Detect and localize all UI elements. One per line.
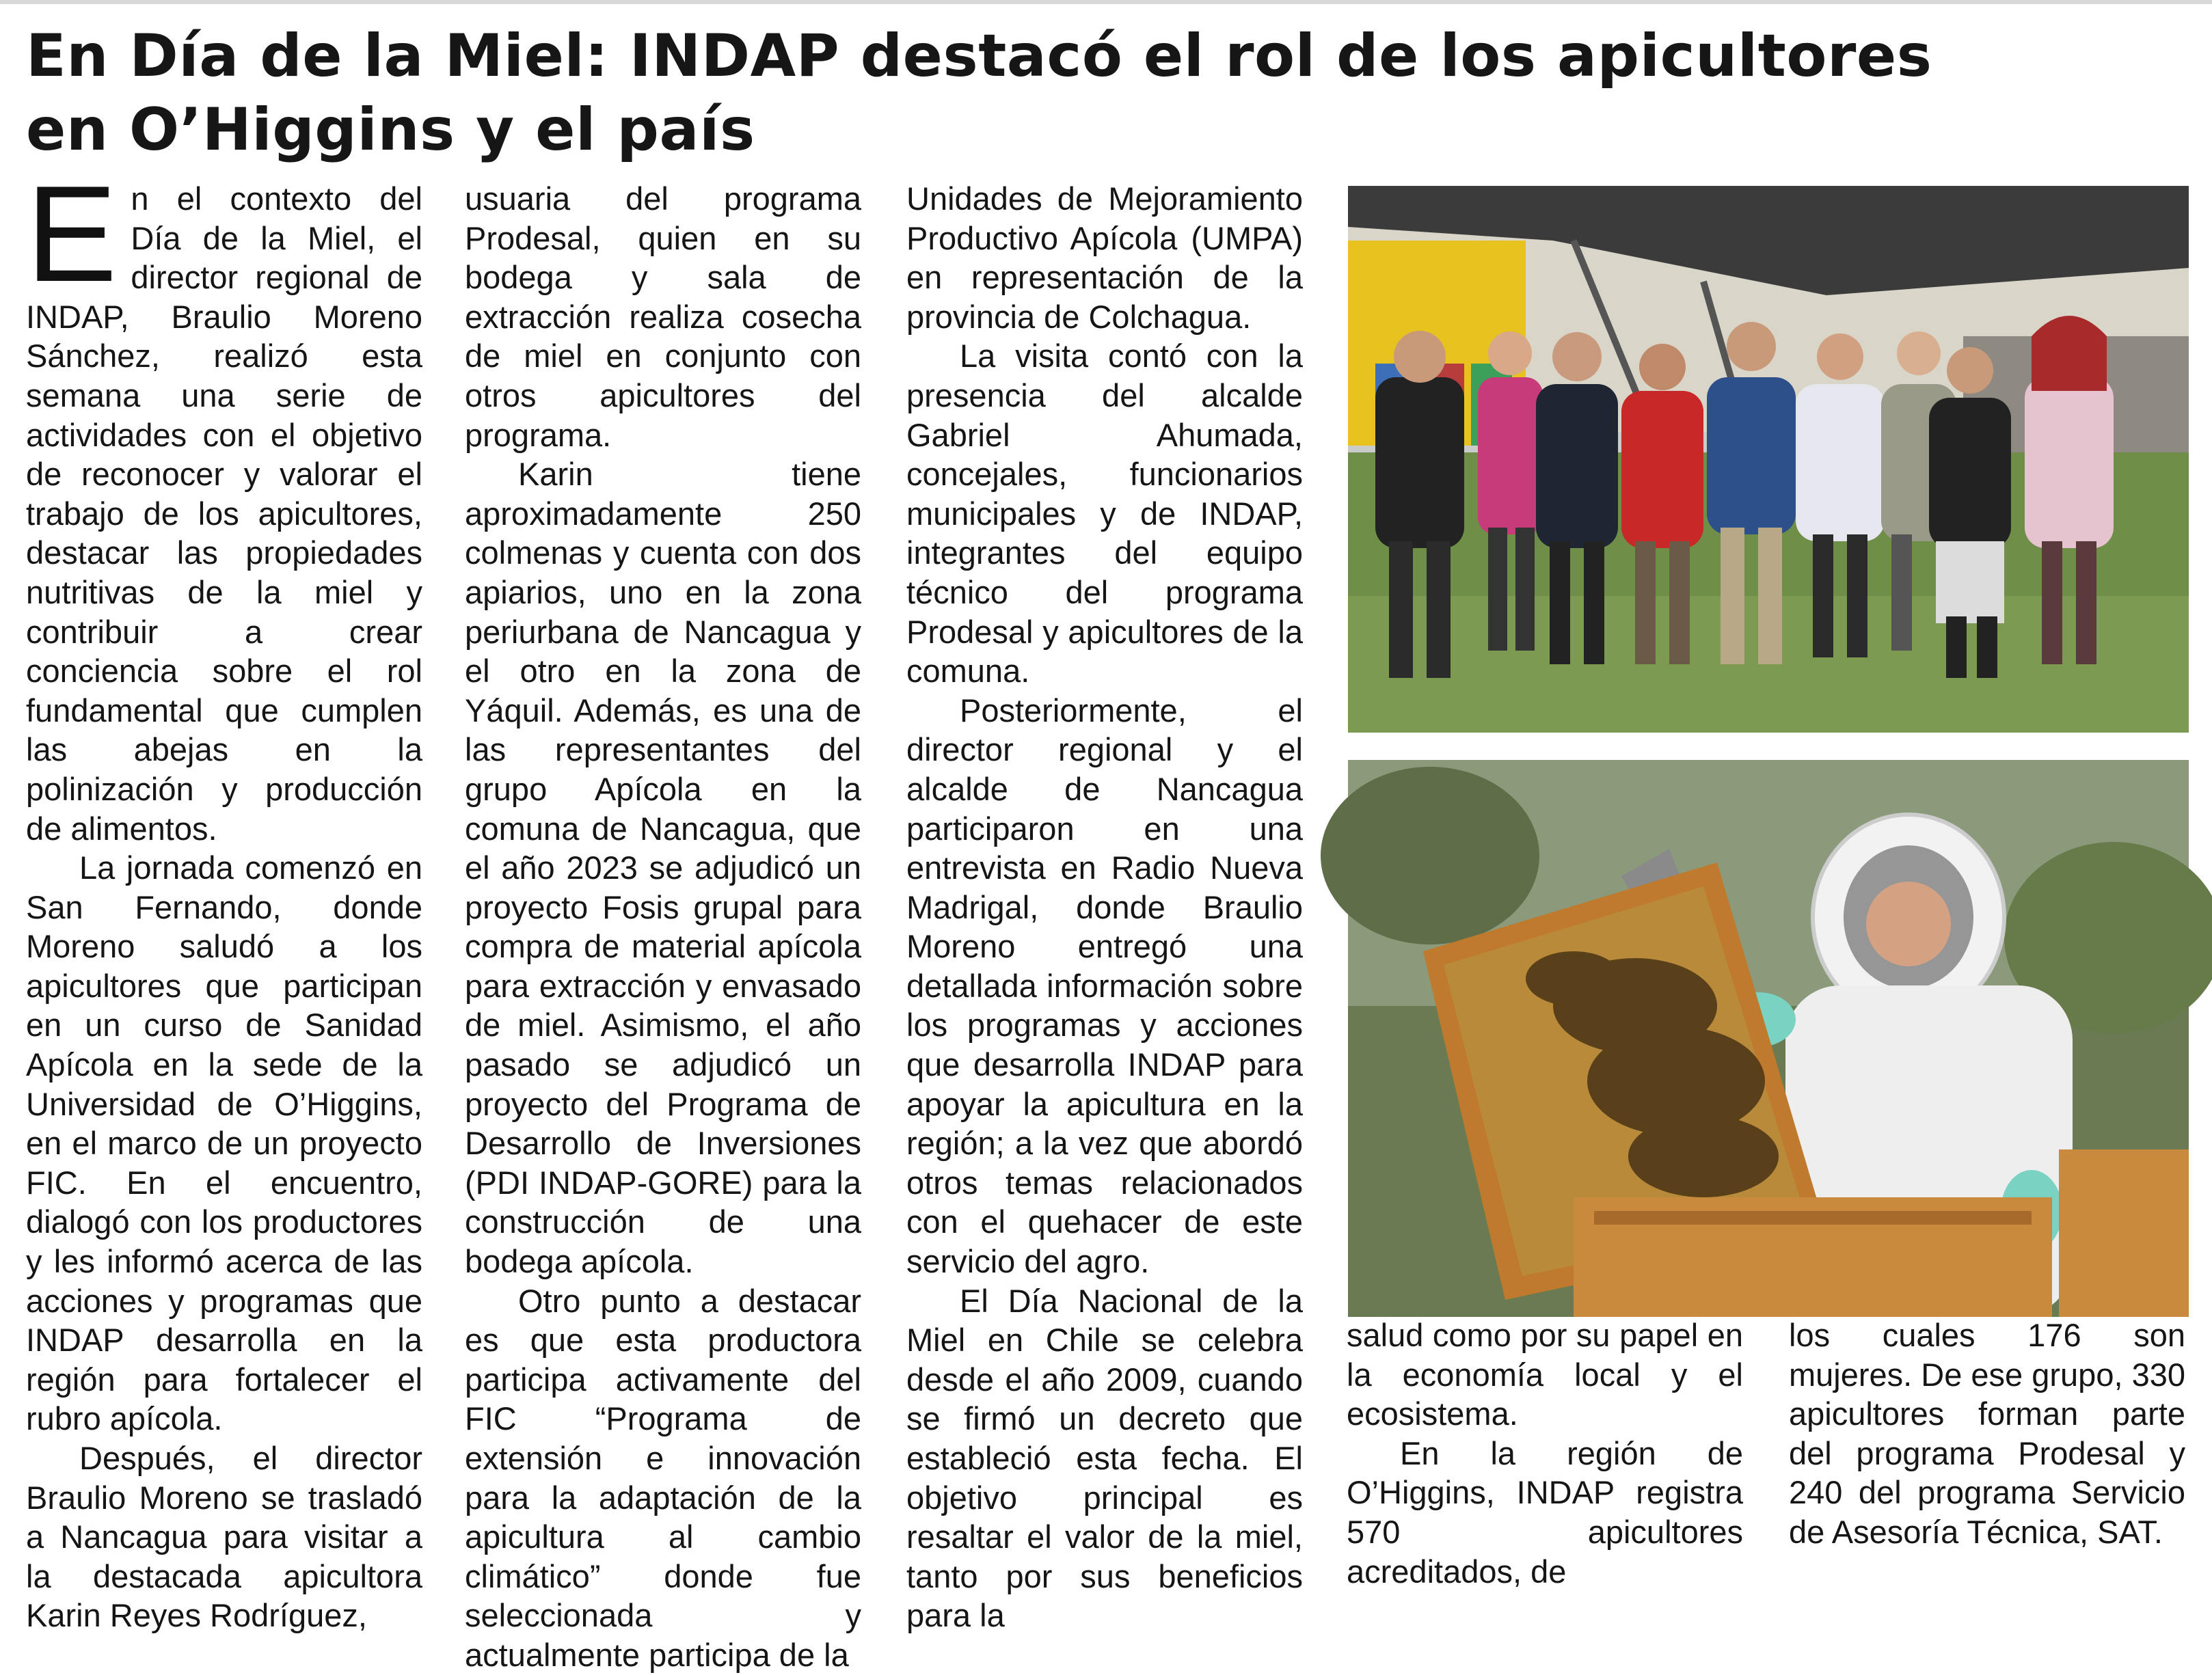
paragraph: Posteriormente, el director regional y el alcalde de Nancagua participaron en una entrevista en Radio Nueva Madrigal, donde Braulio Moreno entregó una detallada información sobre los programas y acciones que desarrolla INDAP para apoyar la apicultura en la región; a la vez que abordó otros temas relacionados con el quehacer de este servicio del agro. [906, 692, 1303, 1280]
paragraph [26, 158, 422, 848]
article-column-3 [906, 179, 1303, 1634]
beekeeper-photo [1348, 760, 2189, 1317]
group-photo-illustration [1348, 186, 2189, 733]
paragraph: La visita contó con la presencia del alcalde Gabriel Ahumada, concejales, funcionarios municipales y de INDAP, integrantes del equipo técnico del programa Prodesal y apicultores de la comuna. [906, 338, 1303, 690]
group-photo [1348, 186, 2189, 733]
article-column-2 [465, 179, 861, 1673]
paragraph: El Día Nacional de la Miel en Chile se celebra desde el año 2009, cuando se firmó un decreto que estableció esta fecha. El objetivo principal es resaltar el valor de la miel, tanto por sus beneficios para la [906, 1282, 1303, 1634]
paragraph: salud como por su papel en la economía local y el ecosistema. [1347, 1317, 1743, 1432]
paragraph: los cuales 176 son mujeres. De ese grupo, 330 apicultores forman parte del programa Prodesal y 240 del programa Servicio de Asesoría Técnica, SAT. [1789, 1317, 2185, 1550]
paragraph-text: n el contexto del Día de la Miel, el director regional de INDAP, Braulio Moreno Sánchez, realizó esta semana una serie de actividades con el objetivo de reconocer y valorar el trabajo de los apicultores, destacar las propiedades nutritivas de la miel y contribuir a crear conciencia sobre el rol fundamental que cumplen las abejas en la polinización y producción de alimentos. [26, 180, 422, 847]
paragraph: Después, el director Braulio Moreno se trasladó a Nancagua para visitar a la destacada apicultora Karin Reyes Rodríguez, [26, 1440, 422, 1634]
paragraph: usuaria del programa Prodesal, quien en su bodega y sala de extracción realiza cosecha de miel en conjunto con otros apicultores del programa. [465, 180, 861, 453]
paragraph: En la región de O’Higgins, INDAP registra 570 apicultores acreditados, de [1347, 1434, 1743, 1590]
paragraph: Otro punto a destacar es que esta productora participa activamente del FIC “Programa de extensión e innovación para la adaptación de la apicultura al cambio climático” donde fue seleccionada y actualmente participa de la [465, 1282, 861, 1673]
headline-line-2: en O’Higgins y el país [26, 96, 755, 164]
paragraph: Unidades de Mejoramiento Productivo Apícola (UMPA) en representación de la provincia de Colchagua. [906, 180, 1303, 335]
article-column-5 [1789, 1316, 2185, 1562]
paragraph: La jornada comenzó en San Fernando, donde Moreno saludó a los apicultores que participan en un curso de Sanidad Apícola en la sede de la Universidad de O’Higgins, en el marco de un proyecto FIC. En el encuentro, dialogó con los productores y les informó acerca de las acciones y programas que INDAP desarrolla en la región para fortalecer el rubro apícola. [26, 849, 422, 1437]
article-column-4 [1347, 1316, 1743, 1590]
headline-line-1: En Día de la Miel: INDAP destacó el rol de los apicultores [26, 22, 1932, 90]
drop-cap: E [26, 158, 118, 310]
beekeeper-photo-illustration [1348, 760, 2189, 1317]
article-column-1 [26, 158, 422, 1634]
paragraph: Karin tiene aproximadamente 250 colmenas y cuenta con dos apiarios, uno en la zona periurbana de Nancagua y el otro en la zona de Yáquil. Además, es una de las representantes del grupo Apícola en la comuna de Nancagua, que el año 2023 se adjudicó un proyecto Fosis grupal para compra de material apícola para extracción y envasado de miel. Asimismo, el año pasado se adjudicó un proyecto del Programa de Desarrollo de Inversiones (PDI INDAP-GORE) para la construcción de una bodega apícola. [465, 456, 861, 1280]
top-rule [0, 0, 2212, 4]
headline [26, 19, 2186, 167]
